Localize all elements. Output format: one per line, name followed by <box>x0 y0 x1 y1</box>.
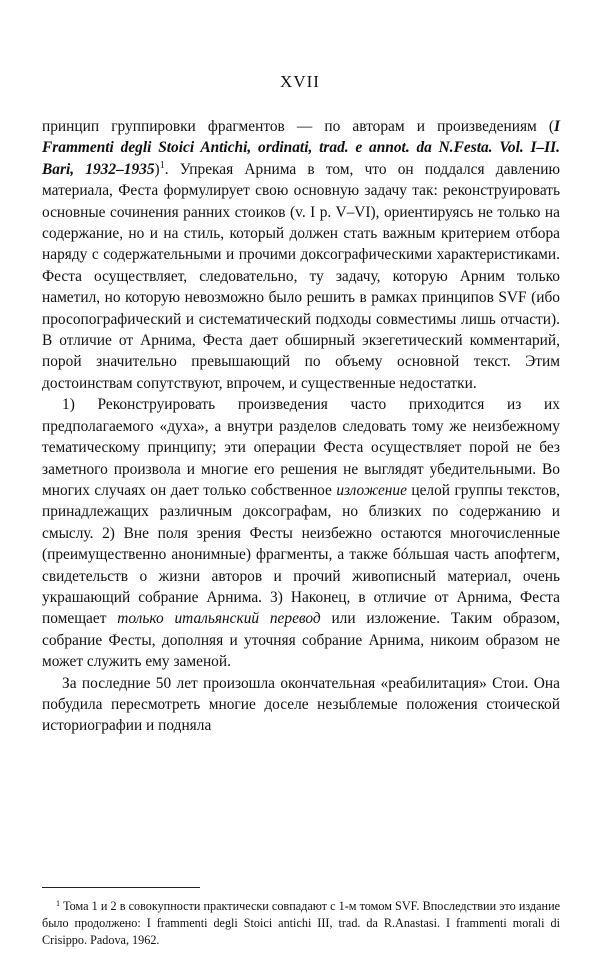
paragraph-1-rest: . Упрекая Арнима в том, что он поддался давлению материала, Феста формулирует свою основную задачу так: реконструировать основные сочинения ранних стоиков (v. I p. V–VI), ориентируясь не только на содержание, но и на стиль, который должен стать важным критерием отбора наряду с содержательными и прочими доксографическими характеристиками. Феста осуществляет, следовательно, ту задачу, которую Арним только наметил, но которую невозможно было решить в рамках принципов SVF (ибо просопографический и систематический подходы совместимы лишь отчасти). В отличие от Арнима, Феста дает обширный экзегетический комментарий, порой значительно превышающий по объему основной текст. Этим достоинствам сопутствуют, впрочем, и существенные недостатки. <box>42 160 560 392</box>
footnote-text: Тома 1 и 2 в совокупности практически совпадают с 1-м томом SVF. Впоследствии это издание было продолжено: I frammenti degli Stoici antichi III, trad. da R.Anastasi. I frammenti morali di Crisippo. Padova, 1962. <box>42 899 560 947</box>
footnote <box>42 898 560 949</box>
paragraph-1-lead: принцип группировки фрагментов — по авторам и произведениям ( <box>42 118 554 135</box>
page-number: XVII <box>280 72 320 91</box>
paragraph-2-part-1: 1) Реконструировать произведения часто приходится из их предполагаемого «духа», а внутри разделов следовать тому же неизбежному тематическому принципу; эти операции Феста осуществляет порой не без заметного произвола и многие его решения не выглядят убедительными. Во многих случаях он дает только собственное <box>42 396 560 499</box>
emphasis-izlozhenie: изложение <box>336 481 407 499</box>
footnote-mark: 1 <box>56 899 60 908</box>
footnote-reference-mark: 1 <box>159 159 165 171</box>
body-text <box>42 116 560 737</box>
paragraph-3: За последние 50 лет произошла окончательная «реабилитация» Стои. Она побудила пересмотреть многие доселе незыблемые положения стоической историографии и подняла <box>42 674 560 735</box>
paragraph-1 <box>42 116 560 394</box>
paragraph-2-part-3: или изложение. Таким образом, собрание Фесты, дополняя и уточняя собрание Арнима, никоим образом не может служить ему заменой. <box>42 610 560 671</box>
bibliographic-reference: I Frammenti degli Stoici Antichi, ordinati, trad. e annot. da N.Festa. Vol. I–II. Bari, 1932–1935 <box>42 118 560 178</box>
emphasis-only-italian-translation: только итальянский перевод <box>117 610 321 628</box>
paragraph-2 <box>42 394 560 672</box>
footnote-divider <box>42 887 200 888</box>
paragraph-2-part-2: целой группы текстов, принадлежащих различным доксографам, но близких по содержанию и смыслу. 2) Вне поля зрения Фесты неизбежно остаются многочисленные (преимущественно анонимные) фрагменты, а также бóльшая часть апофтегм, свидетельств о жизни авторов и прочий живописный материал, очень украшающий собрание Арнима. 3) Наконец, в отличие от Арнима, Феста помещает <box>42 481 560 628</box>
reference-close: ) <box>154 160 160 178</box>
